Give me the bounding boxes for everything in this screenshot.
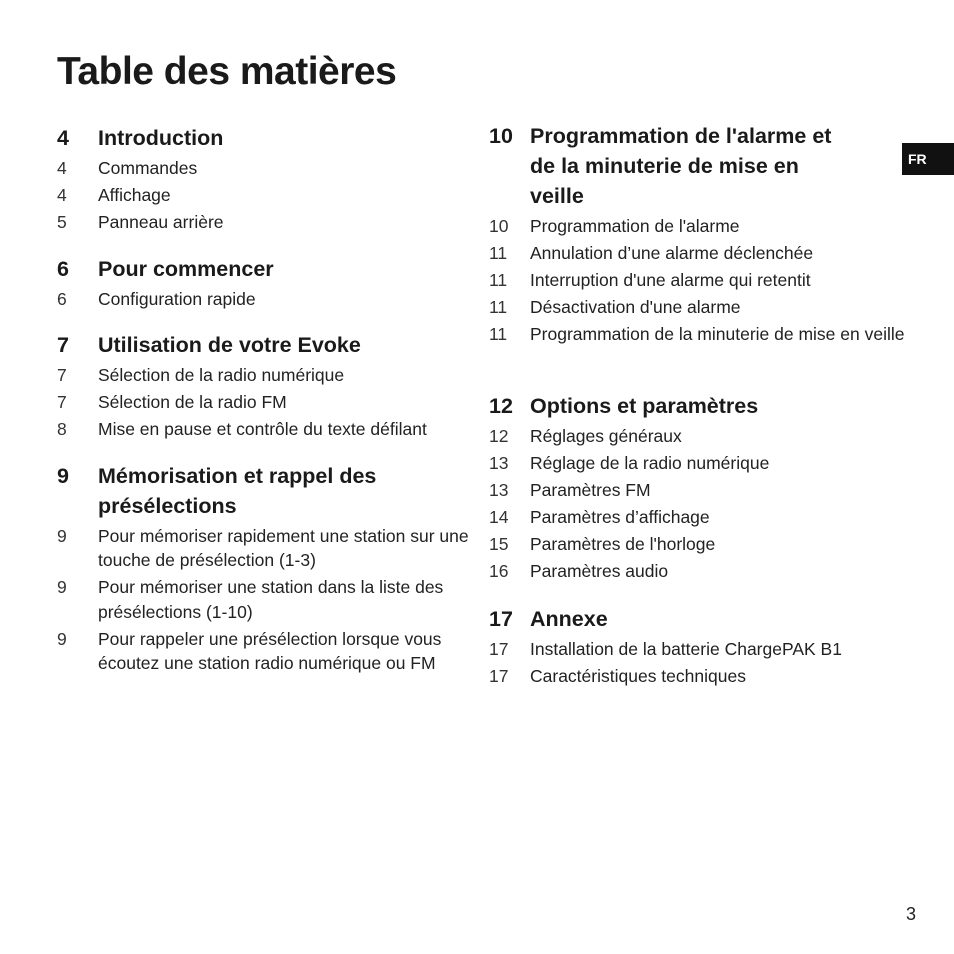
entry-title: Paramètres audio	[530, 560, 669, 581]
entry-title: Pour mémoriser rapidement une station sur une touche de présélection (1-3)	[98, 525, 469, 570]
toc-entry-list	[57, 156, 477, 235]
toc-section	[489, 121, 909, 346]
entry-title: Installation de la batterie ChargePAK B1	[530, 638, 842, 659]
section-title: Utilisation de votre Evoke	[98, 333, 361, 357]
entry-page-number: 16	[489, 560, 509, 581]
entry-page-number: 9	[57, 525, 67, 546]
toc-entry-list	[57, 363, 477, 442]
language-tab: FR	[902, 143, 954, 175]
page-number: 3	[906, 904, 917, 924]
section-page-number: 6	[57, 257, 69, 281]
entry-page-number: 10	[489, 215, 509, 236]
entry-title: Commandes	[98, 157, 198, 178]
toc-entry-list	[489, 424, 909, 584]
entry-title: Pour rappeler une présélection lorsque vous écoutez une station radio numérique ou FM	[98, 628, 442, 673]
section-page-number: 12	[489, 394, 513, 418]
section-page-number: 17	[489, 607, 513, 631]
entry-page-number: 7	[57, 391, 67, 412]
entry-page-number: 8	[57, 418, 67, 439]
toc-entry[interactable]	[489, 214, 909, 239]
section-heading[interactable]	[57, 123, 437, 153]
toc-entry[interactable]	[489, 451, 909, 476]
toc-entry[interactable]	[489, 478, 909, 503]
toc-section	[489, 391, 909, 583]
entry-page-number: 17	[489, 638, 509, 659]
entry-title: Pour mémoriser une station dans la liste des présélections (1-10)	[98, 577, 444, 622]
section-title: Options et paramètres	[530, 394, 759, 418]
toc-entry[interactable]	[489, 241, 909, 266]
toc-entry[interactable]	[489, 637, 909, 662]
toc-entry-list	[489, 637, 909, 689]
entry-page-number: 11	[489, 296, 508, 317]
entry-page-number: 13	[489, 479, 509, 500]
entry-title: Sélection de la radio numérique	[98, 364, 345, 385]
section-page-number: 10	[489, 124, 513, 148]
entry-title: Mise en pause et contrôle du texte défilant	[98, 418, 427, 439]
section-heading[interactable]	[489, 391, 839, 421]
entry-page-number: 11	[489, 269, 508, 290]
toc-section	[57, 461, 477, 676]
toc-section	[57, 330, 477, 441]
section-title: Mémorisation et rappel des présélections	[98, 464, 377, 518]
toc-entry[interactable]	[57, 210, 477, 235]
toc-section	[57, 254, 477, 311]
toc-entry-list	[57, 287, 477, 312]
entry-title: Réglage de la radio numérique	[530, 452, 770, 473]
section-title: Annexe	[530, 607, 608, 631]
entry-title: Configuration rapide	[98, 288, 256, 309]
entry-page-number: 13	[489, 452, 509, 473]
section-title: Introduction	[98, 126, 224, 150]
entry-page-number: 4	[57, 184, 67, 205]
entry-page-number: 7	[57, 364, 67, 385]
section-heading[interactable]	[57, 254, 437, 284]
section-heading[interactable]	[57, 461, 437, 521]
entry-title: Réglages généraux	[530, 425, 682, 446]
section-heading[interactable]	[57, 330, 437, 360]
toc-entry[interactable]	[57, 417, 477, 442]
toc-section	[489, 604, 909, 688]
entry-title: Paramètres de l'horloge	[530, 533, 716, 554]
section-title: Pour commencer	[98, 257, 274, 281]
section-heading[interactable]	[489, 604, 839, 634]
toc-entry[interactable]	[489, 664, 909, 689]
toc-entry[interactable]	[489, 424, 909, 449]
toc-entry[interactable]	[57, 287, 477, 312]
section-page-number: 7	[57, 333, 69, 357]
entry-page-number: 4	[57, 157, 67, 178]
toc-entry[interactable]	[489, 505, 909, 530]
entry-page-number: 15	[489, 533, 509, 554]
entry-page-number: 17	[489, 665, 509, 686]
entry-title: Désactivation d'une alarme	[530, 296, 741, 317]
toc-entry[interactable]	[489, 268, 909, 293]
entry-page-number: 9	[57, 577, 67, 597]
entry-page-number: 12	[489, 425, 509, 446]
toc-entry[interactable]	[57, 524, 477, 573]
section-page-number: 4	[57, 126, 69, 150]
entry-page-number: 14	[489, 506, 509, 527]
section-page-number: 9	[57, 464, 69, 488]
entry-title: Sélection de la radio FM	[98, 391, 287, 412]
entry-title: Programmation de la minuterie de mise en veille	[530, 323, 905, 344]
entry-title: Panneau arrière	[98, 211, 224, 232]
entry-page-number: 6	[57, 288, 67, 309]
entry-page-number: 11	[489, 323, 508, 344]
entry-title: Caractéristiques techniques	[530, 665, 746, 686]
toc-entry[interactable]	[57, 390, 477, 415]
entry-page-number: 5	[57, 211, 67, 232]
toc-entry[interactable]	[489, 532, 909, 557]
entry-title: Annulation d’une alarme déclenchée	[530, 242, 814, 263]
toc-entry[interactable]	[57, 575, 477, 624]
entry-title: Programmation de l'alarme	[530, 215, 740, 236]
toc-entry[interactable]	[57, 363, 477, 388]
toc-entry[interactable]	[489, 295, 909, 320]
toc-entry[interactable]	[57, 183, 477, 208]
toc-entry[interactable]	[489, 322, 909, 347]
page-title: Table des matières	[57, 50, 397, 93]
entry-title: Affichage	[98, 184, 171, 205]
entry-title: Paramètres d’affichage	[530, 506, 710, 527]
entry-title: Paramètres FM	[530, 479, 651, 500]
entry-page-number: 9	[57, 628, 67, 649]
toc-entry-list	[489, 214, 909, 347]
entry-title: Interruption d'une alarme qui retentit	[530, 269, 811, 290]
entry-page-number: 11	[489, 242, 508, 263]
toc-section	[57, 123, 477, 234]
toc-entry[interactable]	[57, 627, 477, 676]
section-heading[interactable]	[489, 121, 839, 211]
toc-entry[interactable]	[57, 156, 477, 181]
toc-entry-list	[57, 524, 477, 676]
toc-entry[interactable]	[489, 559, 909, 584]
section-title: Programmation de l'alarme et de la minuterie de mise en veille	[530, 124, 832, 208]
